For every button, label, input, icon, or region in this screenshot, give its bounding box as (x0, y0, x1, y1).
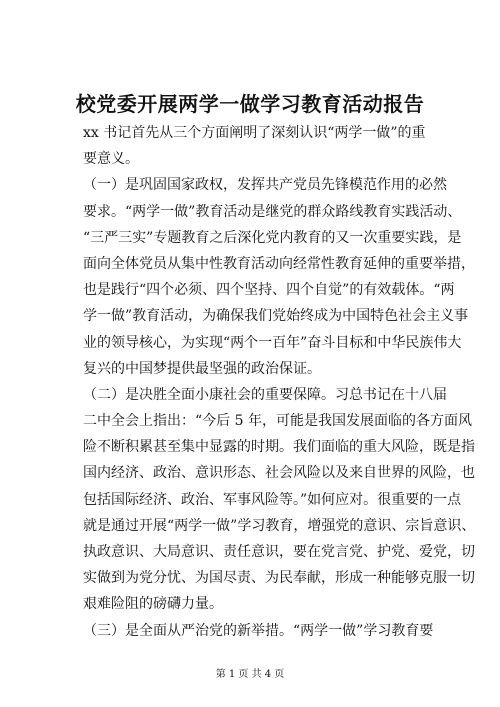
text-line: 包括国际经济、政治、军事风险等。”如何应对。很重要的一点 (83, 491, 462, 508)
text-line: 要求。“两学一做”教育活动是继党的群众路线教育实践活动、 (83, 203, 462, 220)
document-title: 校党委开展两学一做学习教育活动报告 (75, 92, 425, 116)
text-line: 面向全体党员从集中性教育活动向经常性教育延伸的重要举措， (83, 255, 475, 272)
text-line: （三）是全面从严治党的新举措。“两学一做”学习教育要 (83, 622, 434, 639)
text-line: “三严三实”专题教育之后深化党内教育的又一次重要实践，是 (83, 229, 462, 246)
text-line: 险不断积累甚至集中显露的时期。我们面临的重大风险，既是指 (83, 439, 475, 456)
document-body (83, 120, 476, 644)
text-line: 国内经济、政治、意识形态、社会风险以及来自世界的风险，也 (83, 465, 475, 482)
page-footer: 第 1 页 共 4 页 (215, 669, 285, 680)
text-line: 二中全会上指出：“今后 5 年，可能是我国发展面临的各方面风 (83, 413, 472, 430)
text-line: 学一做”教育活动，为确保我们党始终成为中国特色社会主义事 (83, 308, 469, 325)
text-line: 艰难险阻的磅礴力量。 (83, 596, 223, 613)
text-line: 实做到为党分忧、为国尽责、为民奉献，形成一种能够克服一切 (83, 570, 475, 587)
text-line: （二）是决胜全面小康社会的重要保障。习总书记在十八届 (83, 386, 447, 403)
text-line: 复兴的中国梦提供最坚强的政治保证。 (83, 360, 321, 377)
text-line: 就是通过开展“两学一做”学习教育，增强党的意识、宗旨意识、 (83, 517, 476, 534)
text-line: 执政意识、大局意识、责任意识，要在党言党、护党、爱党，切 (83, 544, 475, 560)
text-line: 要意义。 (83, 151, 139, 168)
text-line: 业的领导核心，为实现“两个一百年”奋斗目标和中华民族伟大 (83, 334, 462, 351)
text-line: xx 书记首先从三个方面阐明了深刻认识“两学一做”的重 (83, 125, 426, 141)
text-line: （一）是巩固国家政权，发挥共产党员先锋模范作用的必然 (83, 177, 447, 194)
text-line: 也是践行“四个必须、四个坚持、四个自觉”的有效载体。“两 (83, 282, 455, 299)
